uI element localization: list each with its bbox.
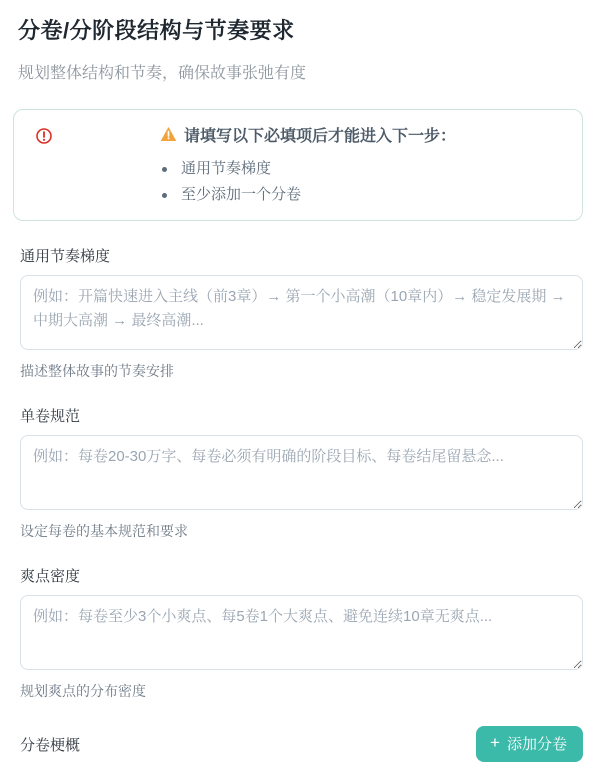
required-item: 通用节奏梯度: [160, 156, 456, 182]
warning-triangle-icon: [160, 126, 177, 150]
volume-spec-helper: 设定每卷的基本规范和要求: [20, 523, 188, 539]
add-volume-button-label: 添加分卷: [506, 736, 567, 753]
volume-outline-section: [20, 726, 583, 762]
alert-heading-text: 请填写以下必填项后才能进入下一步：: [183, 128, 456, 145]
field-group-pacing-gradient: [20, 245, 583, 381]
required-item: 至少添加一个分卷: [160, 182, 456, 208]
highlight-density-helper: 规划爽点的分布密度: [20, 683, 146, 699]
volume-outline-label: 分卷梗概: [20, 736, 81, 754]
field-group-volume-spec: [20, 405, 583, 541]
pacing-gradient-textarea[interactable]: [20, 275, 583, 350]
pacing-gradient-helper: 描述整体故事的节奏安排: [20, 363, 174, 379]
page-title: 分卷/分阶段结构与节奏要求: [18, 18, 295, 43]
highlight-density-label: 爽点密度: [20, 568, 81, 585]
pacing-gradient-label: 通用节奏梯度: [20, 248, 111, 265]
page-subtitle: 规划整体结构和节奏，确保故事张弛有度: [18, 65, 307, 82]
alert-body: [52, 125, 564, 208]
volume-spec-textarea[interactable]: [20, 435, 583, 510]
add-volume-button[interactable]: [476, 726, 583, 762]
exclamation-circle-icon: [36, 128, 52, 149]
validation-alert: [13, 109, 583, 221]
volume-spec-label: 单卷规范: [20, 408, 81, 425]
highlight-density-textarea[interactable]: [20, 595, 583, 670]
required-items-list: [160, 156, 456, 208]
plus-icon: +: [490, 733, 500, 752]
field-group-highlight-density: [20, 565, 583, 701]
alert-heading: [160, 125, 456, 149]
